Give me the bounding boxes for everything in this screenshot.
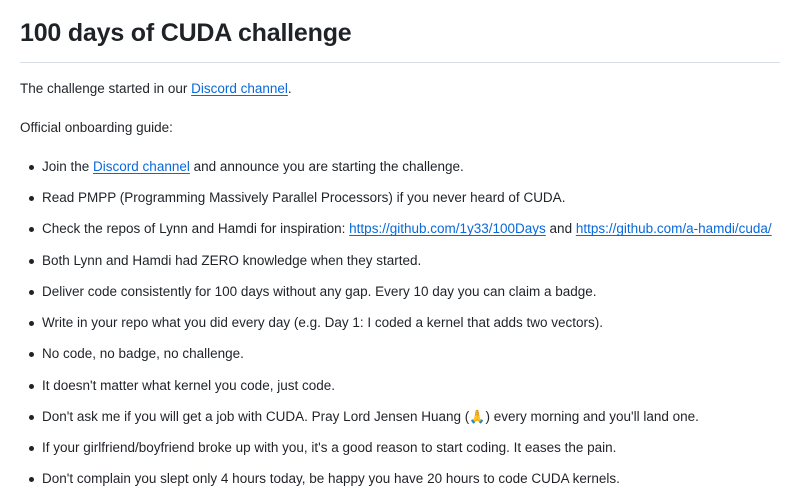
list-item-text: Read PMPP (Programming Massively Parallel Processors) if you never heard of CUDA. <box>42 190 566 206</box>
list-item <box>42 438 780 458</box>
onboarding-list <box>20 157 780 490</box>
discord-channel-link[interactable]: Discord channel <box>93 158 190 174</box>
list-item <box>42 157 780 177</box>
folded-hands-icon: 🙏 <box>469 408 486 424</box>
onboarding-subheading: Official onboarding guide: <box>20 119 173 135</box>
list-item-text: Both Lynn and Hamdi had ZERO knowledge when they started. <box>42 252 422 268</box>
list-item <box>42 188 780 208</box>
list-item-text: No code, no badge, no challenge. <box>42 346 244 362</box>
list-item <box>42 469 780 489</box>
list-item <box>42 219 780 239</box>
hamdi-repo-link[interactable]: https://github.com/a-hamdi/cuda/ <box>575 221 772 237</box>
list-item <box>42 251 780 271</box>
list-item-text: It doesn't matter what kernel you code, just code. <box>42 377 335 393</box>
list-item <box>42 344 780 364</box>
list-item-text: If your girlfriend/boyfriend broke up with you, it's a good reason to start coding. It eases the pain. <box>42 440 617 456</box>
list-item-text: ) every morning and you'll land one. <box>485 408 699 424</box>
list-item-text: and <box>545 221 576 237</box>
page-title: 100 days of CUDA challenge <box>20 19 352 47</box>
list-item <box>42 376 780 396</box>
list-item-text: Check the repos of Lynn and Hamdi for inspiration: <box>42 221 350 237</box>
intro-suffix: . <box>287 81 292 96</box>
lynn-repo-link[interactable]: https://github.com/1y33/100Days <box>349 221 546 237</box>
list-item-text: Don't complain you slept only 4 hours today, be happy you have 20 hours to code CUDA kernels. <box>42 471 620 487</box>
intro-prefix: The challenge started in our <box>20 81 192 96</box>
list-item <box>42 282 780 302</box>
list-item-text: Deliver code consistently for 100 days without any gap. Every 10 day you can claim a badge. <box>42 283 597 299</box>
title-divider <box>20 62 780 63</box>
list-item-text: and announce you are starting the challenge. <box>189 158 464 174</box>
intro-paragraph <box>20 79 780 100</box>
list-item-text: Write in your repo what you did every day (e.g. Day 1: I coded a kernel that adds two vectors). <box>42 315 604 331</box>
list-item <box>42 407 780 427</box>
discord-channel-link[interactable]: Discord channel <box>191 81 288 96</box>
list-item-text: Join the <box>42 158 94 174</box>
list-item-text: Don't ask me if you will get a job with CUDA. Pray Lord Jensen Huang ( <box>42 408 470 424</box>
list-item <box>42 313 780 333</box>
